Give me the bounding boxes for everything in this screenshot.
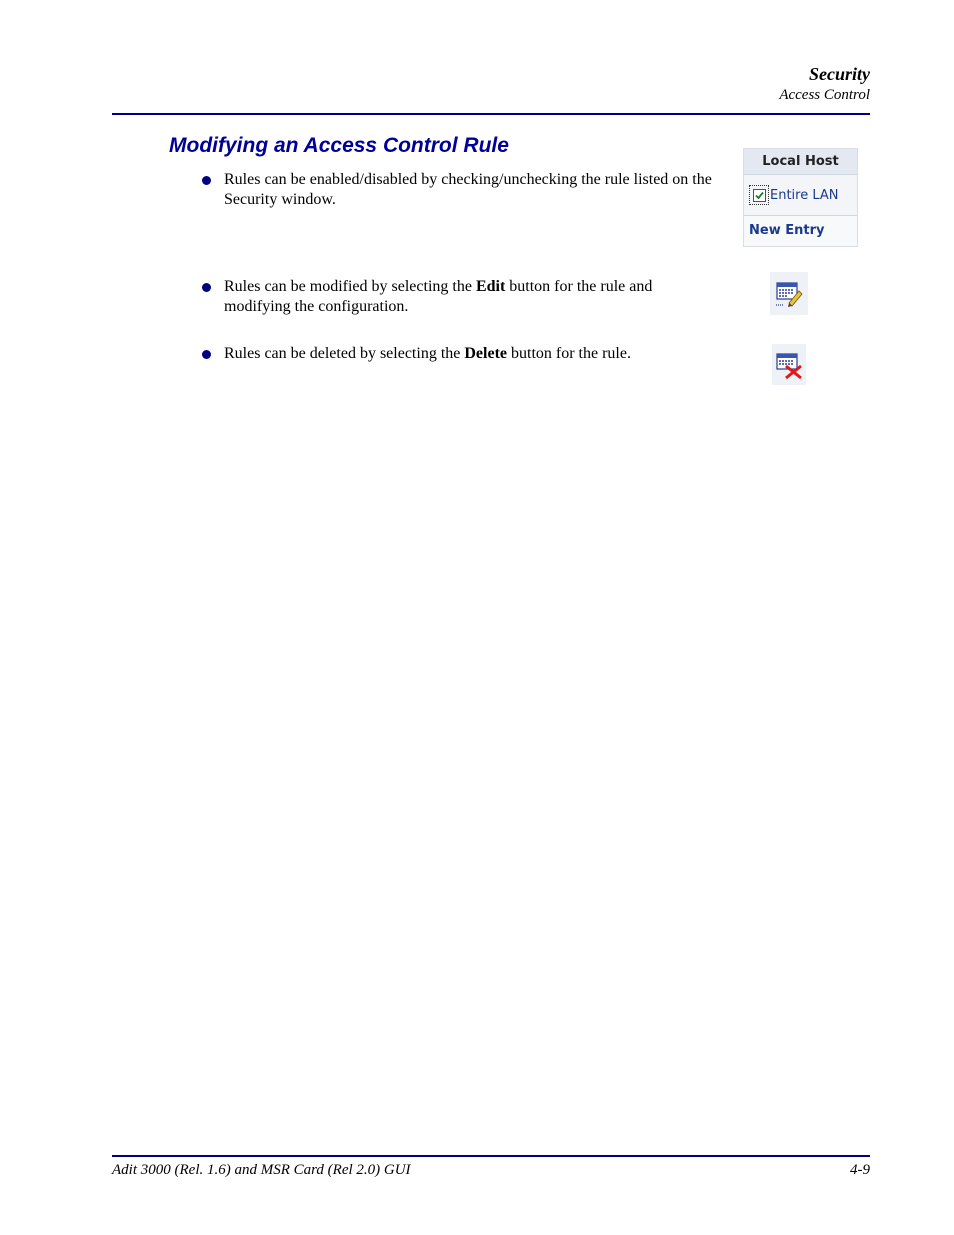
header-section-title: Security xyxy=(809,64,870,84)
bullet-text-post: button for the rule and modifying the configuration. xyxy=(224,278,653,315)
bullet-text-pre: Rules can be modified by selecting the xyxy=(224,278,476,295)
delete-icon xyxy=(774,350,804,380)
page-title: Modifying an Access Control Rule xyxy=(169,134,509,157)
bullet-text-bold: Delete xyxy=(464,345,507,362)
bullet-edit xyxy=(200,277,720,317)
footer-doc-title: Adit 3000 (Rel. 1.6) and MSR Card (Rel 2.0) GUI xyxy=(112,1162,411,1178)
entire-lan-label: Entire LAN xyxy=(770,187,839,203)
footer-page-number: 4-9 xyxy=(850,1162,870,1178)
local-host-header: Local Host xyxy=(744,149,857,175)
bullet-dot-icon xyxy=(202,283,211,292)
local-host-row-entire-lan[interactable] xyxy=(744,175,857,216)
checkmark-icon xyxy=(754,190,765,201)
bullet-text: Rules can be enabled/disabled by checking/unchecking the rule listed on the Security window. xyxy=(224,171,712,208)
bullet-text-pre: Rules can be deleted by selecting the xyxy=(224,345,465,362)
entire-lan-checkbox[interactable] xyxy=(749,185,769,205)
bullet-delete xyxy=(200,344,720,364)
edit-button[interactable] xyxy=(770,272,808,315)
bullet-dot-icon xyxy=(202,176,211,185)
footer-rule xyxy=(112,1155,870,1157)
bullet-text-bold: Edit xyxy=(475,278,506,295)
local-host-table xyxy=(743,148,858,247)
new-entry-link[interactable]: New Entry xyxy=(744,216,857,246)
edit-icon xyxy=(774,279,804,309)
delete-button[interactable] xyxy=(772,344,806,385)
header-subsection-title: Access Control xyxy=(779,87,870,103)
bullet-text-post: button for the rule. xyxy=(507,345,631,362)
bullet-dot-icon xyxy=(202,350,211,359)
bullet-enable-disable xyxy=(200,170,720,210)
header-rule xyxy=(112,113,870,115)
